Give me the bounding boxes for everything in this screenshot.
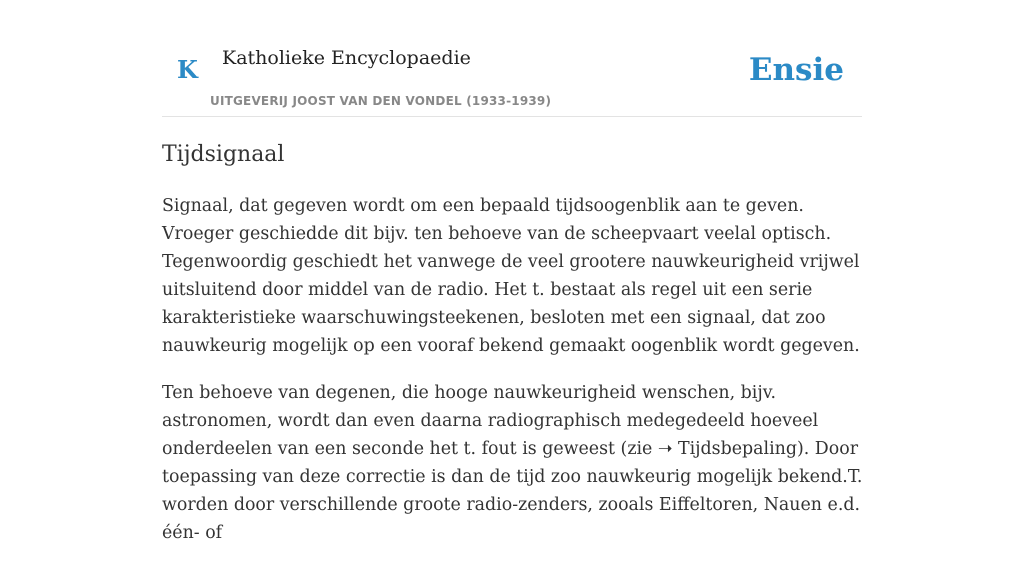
paragraph-text: Ten behoeve van degenen, die hooge nauwkeurigheid wenschen, bijv. astronomen, wordt dan even daarna radiographisch medegedeeld hoeveel onderdeelen van een seconde het t. fout is geweest (zie	[162, 383, 819, 459]
article-paragraph	[162, 379, 867, 547]
article-title: Tijdsignaal	[162, 142, 285, 167]
article-paragraph: Signaal, dat gegeven wordt om een bepaald tijdsoogenblik aan te geven. Vroeger geschiedde dit bijv. ten behoeve van de scheepvaart veelal optisch. Tegenwoordig geschiedt het vanwege de veel grootere nauwkeurigheid vrijwel uitsluitend door middel van de radio. Het t. bestaat als regel uit een serie karakteristieke waarschuwingsteekenen, besloten met een signaal, dat zoo nauwkeurig mogelijk op een vooraf bekend gemaakt oogenblik wordt gegeven.	[162, 196, 860, 356]
article-body	[162, 192, 867, 566]
site-header	[162, 0, 862, 117]
paragraph-text: ). Door toepassing van deze correctie is dan de tijd zoo nauwkeurig mogelijk bekend.T. worden door verschillende groote radio-zenders, zooals Eiffeltoren, Nauen e.d. één- of	[162, 439, 863, 543]
site-title[interactable]: Katholieke Encyclopaedie	[222, 47, 471, 69]
cross-reference-link[interactable]: ➝ Tijdsbepaling	[657, 439, 797, 459]
logo-icon[interactable]: K	[177, 55, 198, 84]
publisher-line: UITGEVERIJ JOOST VAN DEN VONDEL (1933-1939)	[210, 94, 552, 108]
brand-logo[interactable]: Ensie	[748, 52, 844, 88]
